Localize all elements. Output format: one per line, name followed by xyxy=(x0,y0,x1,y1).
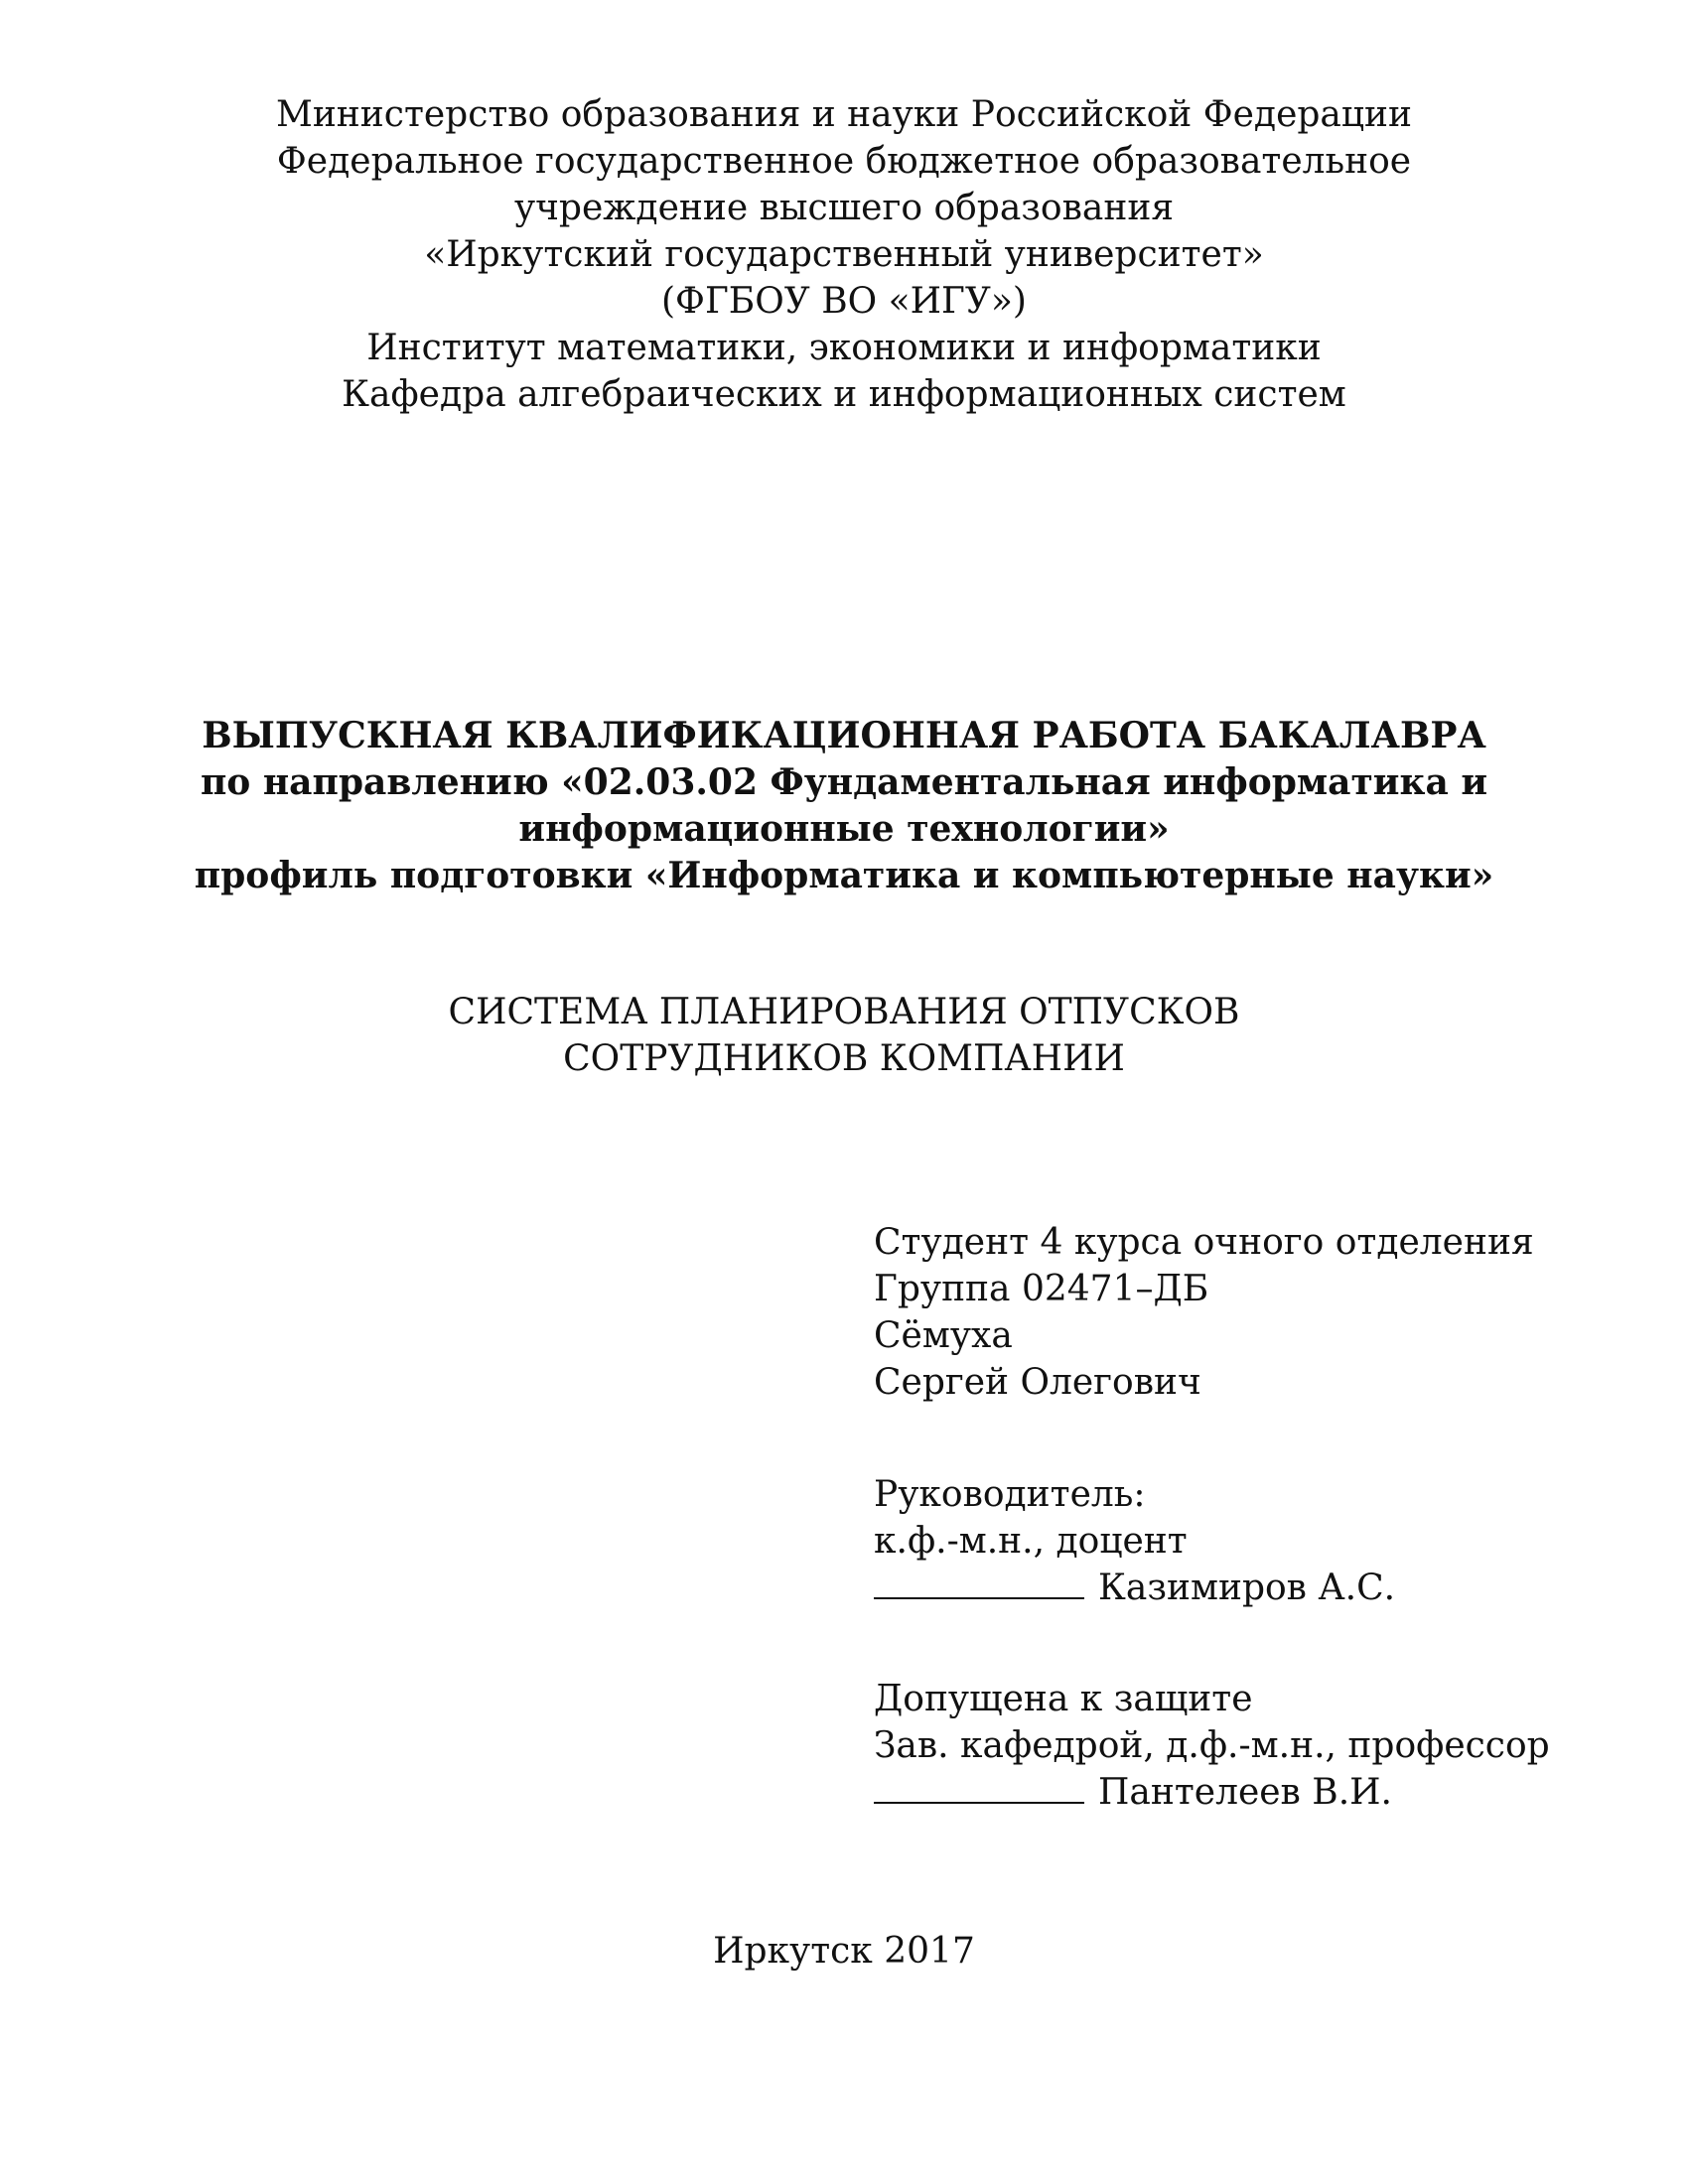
supervisor-block xyxy=(874,1471,1668,1611)
signature-line xyxy=(874,1774,1084,1804)
admission-label: Допущена к защите xyxy=(874,1679,1253,1719)
student-surname: Сёмуха xyxy=(874,1315,1013,1356)
student-name: Сергей Олегович xyxy=(874,1362,1201,1403)
admission-block xyxy=(874,1676,1668,1816)
head-of-department-position: Зав. кафедрой, д.ф.-м.н., профессор xyxy=(874,1725,1550,1766)
department-name: Кафедра алгебраических и информационных систем xyxy=(342,374,1346,415)
student-group: Группа 02471–ДБ xyxy=(874,1269,1209,1309)
institution-type-line: Федеральное государственное бюджетное образовательное xyxy=(276,141,1412,182)
ministry-line: Министерство образования и науки Российской Федерации xyxy=(275,94,1413,135)
student-block xyxy=(874,1219,1668,1406)
university-abbreviation: (ФГБОУ ВО «ИГУ») xyxy=(661,281,1027,322)
topic-line-2: СОТРУДНИКОВ КОМПАНИИ xyxy=(563,1038,1125,1079)
institution-header xyxy=(0,91,1688,418)
thesis-direction-line-1: по направлению «02.03.02 Фундаментальная информатика и xyxy=(200,761,1488,803)
supervisor-degree: к.ф.-м.н., доцент xyxy=(874,1521,1188,1562)
university-name: «Иркутский государственный университет» xyxy=(424,234,1264,275)
thesis-topic xyxy=(0,989,1688,1082)
institution-type-line-2: учреждение высшего образования xyxy=(513,188,1175,228)
head-of-department-name: Пантелеев В.И. xyxy=(1098,1772,1392,1813)
topic-line-1: СИСТЕМА ПЛАНИРОВАНИЯ ОТПУСКОВ xyxy=(448,992,1240,1032)
thesis-direction-line-2: информационные технологии» xyxy=(518,808,1170,850)
supervisor-label: Руководитель: xyxy=(874,1474,1146,1515)
supervisor-name: Казимиров А.С. xyxy=(1098,1568,1396,1608)
supervisor-signature-row xyxy=(874,1565,1668,1611)
student-course: Студент 4 курса очного отделения xyxy=(874,1222,1534,1263)
thesis-profile: профиль подготовки «Информатика и компьютерные науки» xyxy=(194,855,1494,896)
institute-name: Институт математики, экономики и информатики xyxy=(366,328,1322,368)
signature-line xyxy=(874,1570,1084,1599)
head-signature-row xyxy=(874,1769,1668,1816)
thesis-type: ВЫПУСКНАЯ КВАЛИФИКАЦИОННАЯ РАБОТА БАКАЛАВРА xyxy=(202,715,1486,756)
thesis-heading xyxy=(0,713,1688,899)
city-year: Иркутск 2017 xyxy=(713,1931,975,1972)
